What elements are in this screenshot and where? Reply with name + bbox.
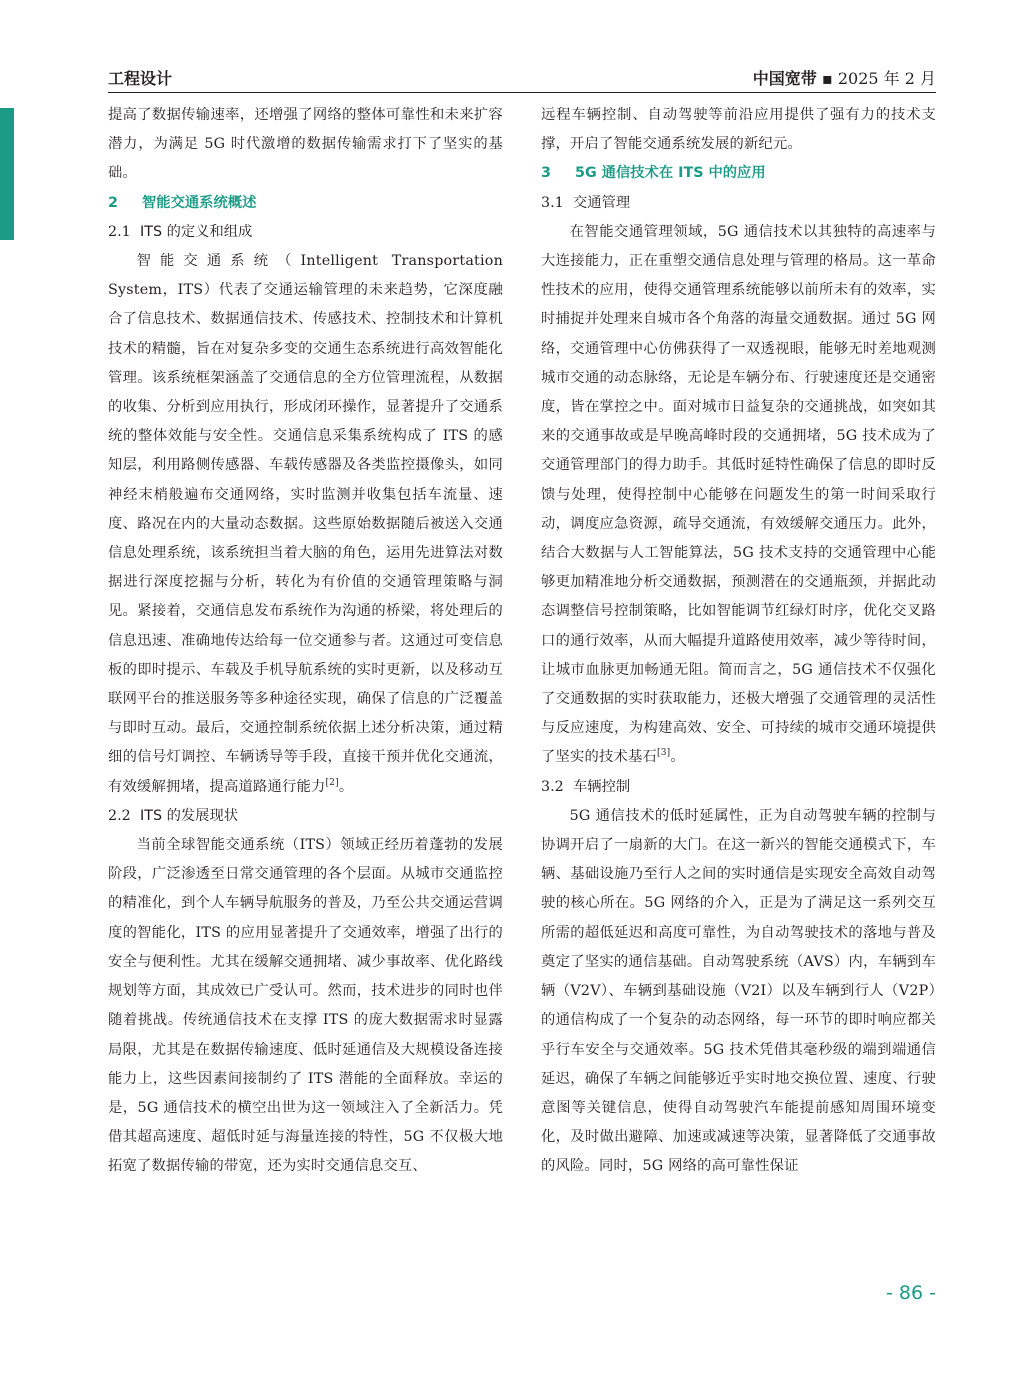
subsection-title: 交通管理 <box>573 194 631 211</box>
header-journal-info <box>753 66 936 89</box>
header-section-label: 工程设计 <box>108 69 173 88</box>
section-title: 5G 通信技术在 ITS 中的应用 <box>575 165 766 182</box>
subsection-heading-2-2 <box>108 802 503 831</box>
section-title: 智能交通系统概述 <box>142 194 257 211</box>
side-color-tab <box>0 108 14 240</box>
paragraph-vehicle-control: 5G 通信技术的低时延属性，正为自动驾驶车辆的控制与协调开启了一扇新的大门。在这一新兴的智能交通模式下，车辆、基础设施乃至行人之间的实时通信是实现安全高效自动驾驶的核心所在。5G 网络的介入，正是为了满足这一系列交互所需的超低延迟和高度可靠性，为自动驾驶技术的落地与普及奠定了坚实的通信基础。自动驾驶系统（AVS）内，车辆到车辆（V2V）、车辆到基础设施（V2I）以及车辆到行人（V2P）的通信构成了一个复杂的动态网络，每一环节的即时响应都关乎行车安全与交通效率。5G 技术凭借其毫秒级的端到端通信延迟，确保了车辆之间能够近乎实时地交换位置、速度、行驶意图等关键信息，使得自动驾驶汽车能提前感知周围环境变化，及时做出避障、加速或减速等决策，显著降低了交通事故的风险。同时，5G 网络的高可靠性保证 <box>541 807 936 1175</box>
left-column <box>108 101 503 1182</box>
citation-ref: [3] <box>656 748 671 759</box>
paragraph-its-definition <box>108 247 503 802</box>
subsection-number: 3.2 <box>541 778 564 795</box>
paragraph-its-status: 当前全球智能交通系统（ITS）领域正经历着蓬勃的发展阶段，广泛渗透至日常交通管理的各个层面。从城市交通监控的精准化，到个人车辆导航服务的普及，乃至公共交通运营调度的智能化，ITS 的应用显著提升了交通效率，增强了出行的安全与便利性。尤其在缓解交通拥堵、减少事故率、优化路线规划等方面，其成效已广受认可。然而，技术进步的同时也伴随着挑战。传统通信技术在支撑 ITS 的庞大数据需求时显露局限，尤其是在数据传输速度、低时延通信及大规模设备连接能力上，这些因素间接制约了 ITS 潜能的全面释放。幸运的是，5G 通信技术的横空出世为这一领域注入了全新活力。凭借其超高速度、超低时延与海量连接的特性，5G 不仅极大地拓宽了数据传输的带宽，还为实时交通信息交互、 <box>108 837 503 1175</box>
header-rule <box>108 92 936 93</box>
subsection-number: 2.2 <box>108 807 131 824</box>
subsection-number: 2.1 <box>108 223 131 240</box>
subsection-heading-3-2 <box>541 773 936 802</box>
subsection-number: 3.1 <box>541 194 564 211</box>
paragraph-text: 在智能交通管理领域，5G 通信技术以其独特的高速率与大连接能力，正在重塑交通信息处理与管理的格局。这一革命性技术的应用，使得交通管理系统能够以前所未有的效率，实时捕捉并处理来自城市各个角落的海量交通数据。通过 5G 网络，交通管理中心仿佛获得了一双透视眼，能够无时差地观测城市交通的动态脉络，无论是车辆分布、行驶速度还是交通密度，皆在掌控之中。面对城市日益复杂的交通挑战，如突如其来的交通事故或是早晚高峰时段的交通拥堵，5G 技术成为了交通管理部门的得力助手。其低时延特性确保了信息的即时反馈与处理，使得控制中心能够在问题发生的第一时间采取行动，调度应急资源，疏导交通流，有效缓解交通压力。此外，结合大数据与人工智能算法，5G 技术支持的交通管理中心能够更加精准地分析交通数据，预测潜在的交通瓶颈，并据此动态调整信号控制策略，比如智能调节红绿灯时序，优化交叉路口的通行效率，从而大幅提升道路使用效率，减少等待时间，让城市血脉更加畅通无阻。简而言之，5G 通信技术不仅强化了交通数据的实时获取能力，还极大增强了交通管理的灵活性与反应速度，为构建高效、安全、可持续的城市交通环境提供了坚实的技术基石 <box>541 223 936 766</box>
right-column <box>541 101 936 1182</box>
subsection-title: ITS 的发展现状 <box>140 807 239 824</box>
journal-name: 中国宽带 <box>752 69 817 88</box>
paragraph-traffic-management <box>541 218 936 773</box>
paragraph-continued: 提高了数据传输速率，还增强了网络的整体可靠性和未来扩容潜力，为满足 5G 时代激增的数据传输需求打下了坚实的基础。 <box>108 107 503 182</box>
paragraph-text: 智能交通系统（Intelligent Transportation System，ITS）代表了交通运输管理的未来趋势，它深度融合了信息技术、数据通信技术、传感技术、控制技术和计算机技术的精髓，旨在对复杂多变的交通生态系统进行高效智能化管理。该系统框架涵盖了交通信息的全方位管理流程，从数据的收集、分析到应用执行，形成闭环操作，显著提升了交通系统的整体效能与安全性。交通信息采集系统构成了 ITS 的感知层，利用路侧传感器、车载传感器及各类监控摄像头，如同神经末梢般遍布交通网络，实时监测并收集包括车流量、速度、路况在内的大量动态数据。这些原始数据随后被送入交通信息处理系统，该系统担当着大脑的角色，运用先进算法对数据进行深度挖掘与分析，转化为有价值的交通管理策略与洞见。紧接着，交通信息发布系统作为沟通的桥梁，将处理后的信息迅速、准确地传达给每一位交通参与者。这通过可变信息板的即时提示、车载及手机导航系统的实时更新，以及移动互联网平台的推送服务等多种途径实现，确保了信息的广泛覆盖与即时互动。最后，交通控制系统依据上述分析决策，通过精细的信号灯调控、车辆诱导等手段，直接干预并优化交通流，有效缓解拥堵，提高道路通行能力 <box>108 253 503 795</box>
citation-ref: [2] <box>325 777 339 788</box>
subsection-heading-2-1 <box>108 218 503 247</box>
header-separator: ▪ <box>821 69 833 88</box>
subsection-title: 车辆控制 <box>573 778 631 795</box>
page-number: - 86 - <box>886 1282 936 1304</box>
section-heading-3 <box>541 159 936 188</box>
section-heading-2 <box>108 189 503 218</box>
paragraph-end: 。 <box>338 778 354 795</box>
section-number: 3 <box>541 165 551 182</box>
paragraph-end: 。 <box>670 749 685 766</box>
subsection-heading-3-1 <box>541 189 936 218</box>
section-number: 2 <box>108 194 118 211</box>
paragraph-continued: 远程车辆控制、自动驾驶等前沿应用提供了强有力的技术支撑，开启了智能交通系统发展的新纪元。 <box>541 107 936 153</box>
subsection-title: ITS 的定义和组成 <box>140 223 253 240</box>
issue-date: 2025 年 2 月 <box>837 69 936 88</box>
